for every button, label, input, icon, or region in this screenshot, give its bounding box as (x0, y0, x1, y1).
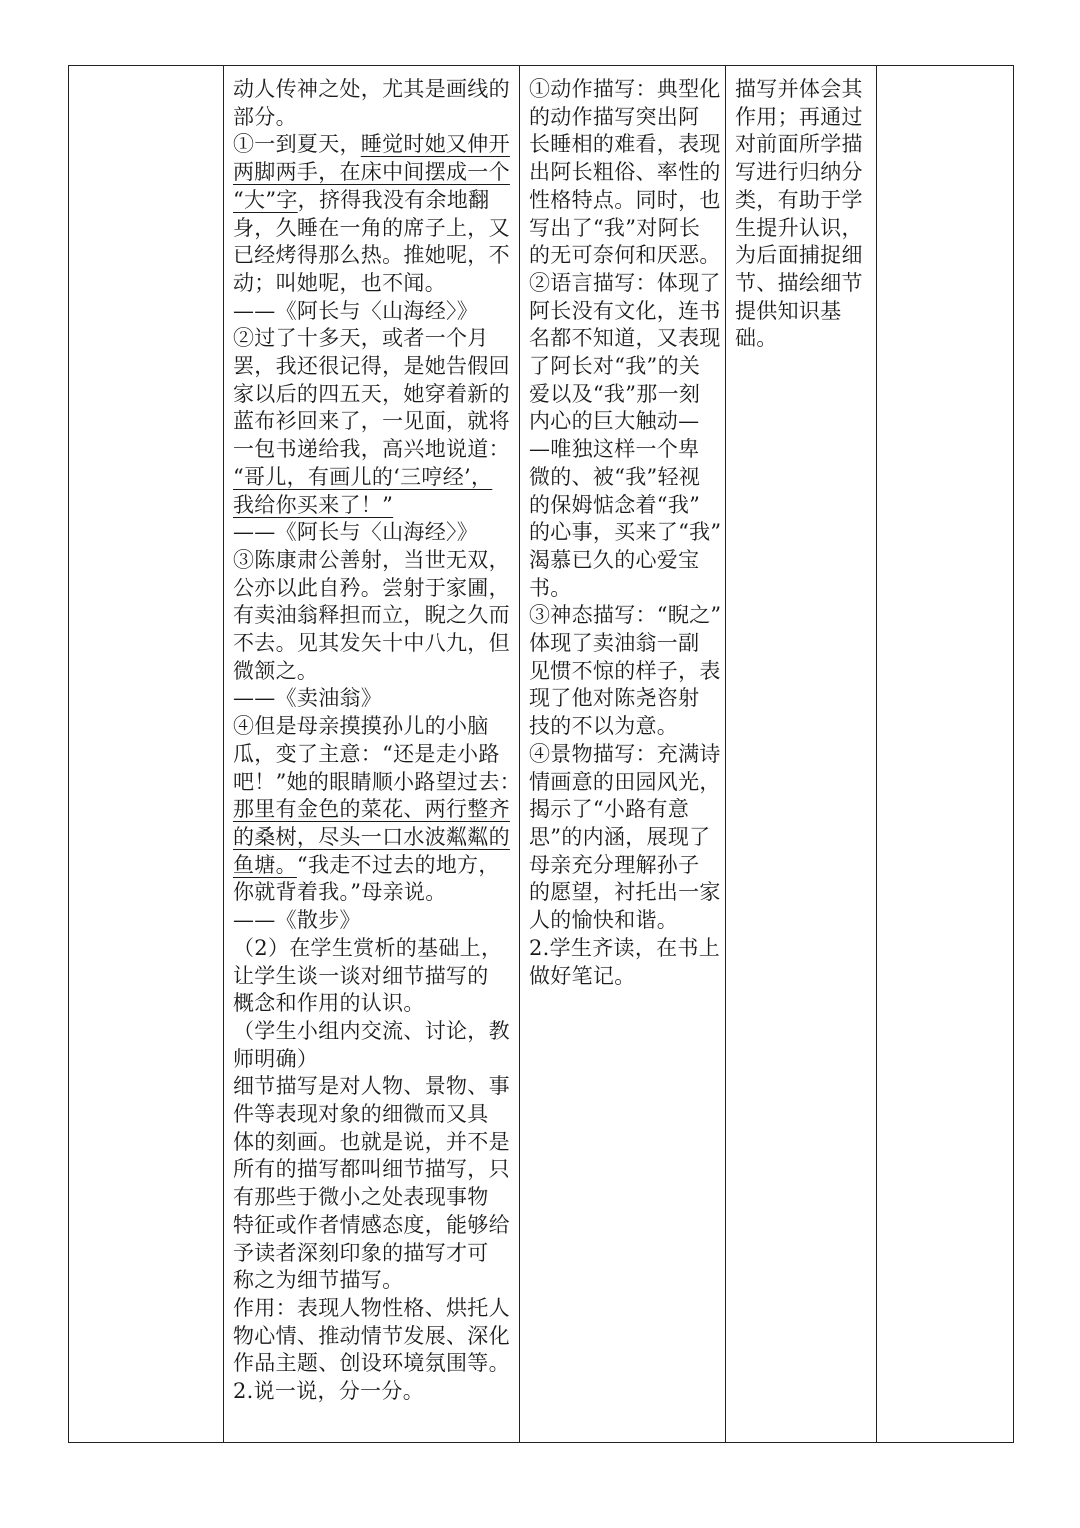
text-line: 体的刻画。也就是说，并不是 (233, 1129, 510, 1154)
text-line: （2）在学生赏析的基础上， (233, 935, 503, 960)
text-line: 描写并体会其 (735, 77, 863, 101)
table-row (69, 66, 1014, 1443)
cell-student-activity (520, 66, 726, 1443)
text-line: 蓝布衫回来了，一见面，就将 (233, 409, 510, 434)
text-line: 的愿望，衬托出一家 (529, 880, 721, 905)
text-line: 名都不知道，又表现 (529, 326, 721, 351)
text-line: 类，有助于学 (735, 187, 863, 212)
text-line: ③神态描写：“睨之” (529, 603, 722, 628)
text-line: 部分。 (233, 104, 297, 129)
text-line: ①一到夏天，睡觉时她又伸开 (233, 132, 510, 157)
text-line (233, 492, 510, 520)
text-line: ③陈康肃公善射，当世无双， (233, 547, 510, 572)
text-line: ——《阿长与〈山海经〉》 (233, 298, 479, 323)
underlined-text: 的桑树，尽头一口水波粼粼的 (233, 824, 510, 849)
text-line: 动；叫她呢，也不闻。 (233, 270, 446, 295)
cell-notes (877, 66, 1014, 1443)
text-line: 了阿长对“我”的关 (529, 354, 701, 379)
text-line: 罢，我还很记得，是她告假回 (233, 354, 510, 379)
underlined-text: 睡觉时她又伸开 (360, 132, 510, 157)
text-line: 长睡相的难看，表现 (529, 132, 721, 157)
text-line: ②过了十多天，或者一个月 (233, 326, 489, 351)
underlined-text: “大”字 (233, 187, 298, 212)
text-line: 的动作描写突出阿 (529, 104, 700, 129)
text-line: —唯独这样一个卑 (529, 437, 700, 462)
text-line: 节、描绘细节 (735, 270, 863, 295)
text-line: 2.说一说，分一分。 (233, 1379, 425, 1404)
text-line: 思”的内涵，展现了 (529, 824, 711, 849)
text-line: 揭示了“小路有意 (529, 797, 690, 822)
lesson-plan-table (68, 65, 1014, 1443)
text-line: ④景物描写：充满诗 (529, 741, 721, 766)
cell-teaching-stage (69, 66, 224, 1443)
text-line: ④但是母亲摸摸孙儿的小脑 (233, 714, 489, 739)
underlined-text: “哥儿，有画儿的‘三哼经’， (233, 464, 493, 489)
text-line: 动人传神之处，尤其是画线的 (233, 77, 510, 101)
text-line (233, 464, 510, 492)
text-line: 称之为细节描写。 (233, 1268, 404, 1293)
text-line: 家以后的四五天，她穿着新的 (233, 381, 510, 406)
text-line: 做好笔记。 (529, 963, 636, 988)
text-line: ②语言描写：体现了 (529, 270, 721, 295)
text-line: 所有的描写都叫细节描写，只 (233, 1157, 510, 1182)
text-line: 有卖油翁释担而立，睨之久而 (233, 603, 510, 628)
text-line: 件等表现对象的细微而又具 (233, 1102, 489, 1127)
text-line: 内心的巨大触动— (529, 409, 700, 434)
text-line: 微颔之。 (233, 658, 319, 683)
text-line (233, 159, 510, 187)
text-line: 爱以及“我”那一刻 (529, 381, 701, 406)
text-line: 技的不以为意。 (529, 714, 679, 739)
text-line: 有那些于微小之处表现事物 (233, 1185, 489, 1210)
text-line: 师明确） (233, 1046, 319, 1071)
text-line: 让学生谈一谈对细节描写的 (233, 963, 489, 988)
text-line: 特征或作者情感态度，能够给 (233, 1212, 510, 1237)
text-line: 一包书递给我，高兴地说道： (233, 437, 510, 462)
text-line: 瓜，变了主意：“还是走小路 (233, 741, 500, 766)
text-line: 概念和作用的认识。 (233, 991, 425, 1016)
text-line: 物心情、推动情节发展、深化 (233, 1323, 510, 1348)
text-line: 予读者深刻印象的描写才可 (233, 1240, 489, 1265)
text-line: 鱼塘。“我走不过去的地方， (233, 852, 500, 877)
text-line: 出阿长粗俗、率性的 (529, 160, 721, 185)
text-line: 现了他对陈尧咨射 (529, 686, 700, 711)
text-line: 细节描写是对人物、景物、事 (233, 1074, 510, 1099)
text-line: 写进行归纳分 (735, 160, 863, 185)
text-line: 为后面捕捉细 (735, 243, 863, 268)
underlined-text: 那里有金色的菜花、两行整齐 (233, 797, 510, 822)
text-line: 你就背着我。”母亲说。 (233, 880, 447, 905)
text-line: 写出了“我”对阿长 (529, 215, 701, 240)
text-line: 吧！”她的眼睛顺小路望过去： (233, 769, 521, 794)
text-line: ——《阿长与〈山海经〉》 (233, 520, 479, 545)
underlined-text: 我给你买来了！” (233, 492, 394, 517)
text-line: （学生小组内交流、讨论，教 (233, 1018, 510, 1043)
text-line: ——《散步》 (233, 908, 361, 933)
text-line: 阿长没有文化，连书 (529, 298, 721, 323)
text-line: 身，久睡在一角的席子上，又 (233, 215, 510, 240)
text-line: 体现了卖油翁一副 (529, 631, 700, 656)
text-line: 2.学生齐读，在书上 (529, 935, 721, 960)
text-line: 提供知识基 (735, 298, 842, 323)
text-line: 的无可奈何和厌恶。 (529, 243, 721, 268)
text-line: “大”字，挤得我没有余地翻 (233, 187, 490, 212)
text-line: 作用；再通过 (735, 104, 863, 129)
underlined-text: 两脚两手，在床中间摆成一个 (233, 160, 510, 185)
text-line: ①动作描写：典型化 (529, 77, 721, 101)
text-line: 书。 (529, 575, 572, 600)
cell-design-intent (726, 66, 877, 1443)
text-line (233, 824, 510, 852)
text-line (233, 796, 510, 824)
text-line: ——《卖油翁》 (233, 686, 383, 711)
text-line: 作品主题、创设环境氛围等。 (233, 1351, 510, 1376)
text-line: 母亲充分理解孙子 (529, 852, 700, 877)
text-line: 础。 (735, 326, 778, 351)
text-line: 生提升认识， (735, 215, 863, 240)
text-line: 的心事，买来了“我” (529, 520, 722, 545)
text-line: 对前面所学描 (735, 132, 863, 157)
text-line: 不去。见其发矢十中八九，但 (233, 631, 510, 656)
cell-teacher-activity (224, 66, 520, 1443)
text-line: 作用：表现人物性格、烘托人 (233, 1295, 510, 1320)
text-line: 性格特点。同时，也 (529, 187, 721, 212)
text-line: 的保姆惦念着“我” (529, 492, 701, 517)
text-line: 情画意的田园风光， (529, 769, 721, 794)
text-line: 已经烤得那么热。推她呢，不 (233, 243, 510, 268)
text-line: 见惯不惊的样子，表 (529, 658, 721, 683)
text-line: 人的愉快和谐。 (529, 908, 679, 933)
underlined-text: 鱼塘。 (233, 852, 297, 877)
text-line: 渴慕已久的心爱宝 (529, 547, 700, 572)
text-line: 公亦以此自矜。尝射于家圃， (233, 575, 510, 600)
text-line: 微的、被“我”轻视 (529, 464, 701, 489)
